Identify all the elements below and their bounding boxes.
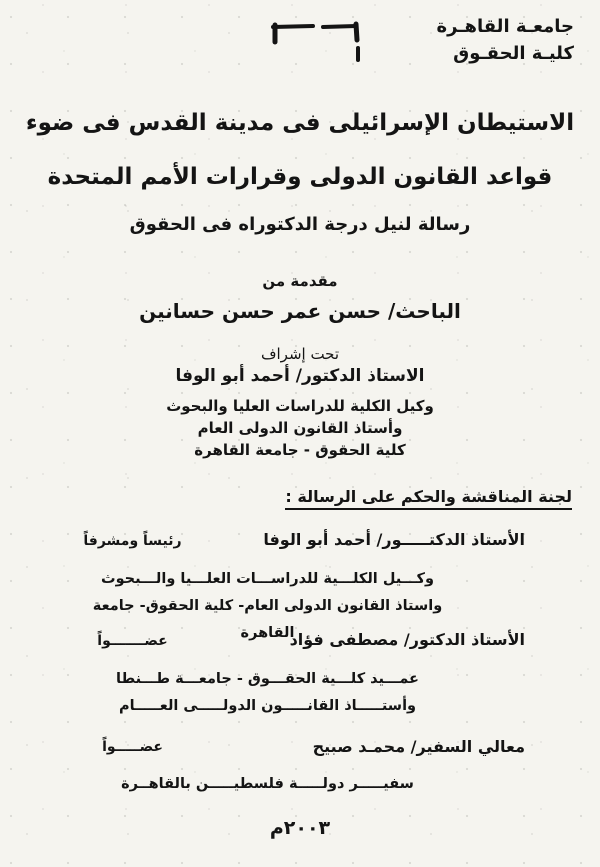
supervision-heading: تحت إشراف xyxy=(260,345,340,363)
committee-member-details xyxy=(75,666,460,720)
university-name: جامعـة القاهـرة xyxy=(436,16,574,37)
publication-year: ٢٠٠٣م xyxy=(269,817,331,839)
committee-heading: لجنة المناقشة والحكم على الرسالة : xyxy=(285,487,572,510)
thesis-title-line1: الاستيطان الإسرائيلى فى مدينة القدس فى ضوء xyxy=(25,110,575,136)
committee-member-role: عضـــــــواً xyxy=(97,633,168,649)
committee-member-name: الأستاذ الدكتـــــور/ أحمد أبو الوفا xyxy=(263,530,525,549)
committee-member-details xyxy=(75,771,460,798)
degree-subtitle: رسالة لنيل درجة الدكتوراه فى الحقوق xyxy=(129,214,471,235)
supervisor-name: الاستاذ الدكتور/ أحمد أبو الوفا xyxy=(175,366,425,386)
member-detail-line: سفيـــــر دولـــــة فلسطيـــــن بالقاهــرة xyxy=(121,776,414,792)
member-detail-line: وأستـــــاذ القانـــــون الدولـــــى العـــــام xyxy=(118,698,417,714)
faculty-name: كليـة الحقـوق xyxy=(453,43,574,64)
member-detail-line: عمـــيد كلـــية الحقـــوق - جامعـــة طـــنطا xyxy=(116,671,419,687)
presented-by-label: مقدمة من xyxy=(262,272,338,290)
member-detail-line: وكـــيل الكلـــية للدراســـات العلـــيا والـــبحوث xyxy=(101,571,434,587)
member-detail-line: واستاذ القانون الدولى العام- كلية الحقوق- جامعة القاهرة xyxy=(92,598,443,641)
supervisor-title-line1: وكيل الكلية للدراسات العليا والبحوث xyxy=(166,397,434,415)
supervisor-title-line2: وأستاذ القانون الدولى العام xyxy=(197,419,403,437)
institution-block xyxy=(437,13,574,67)
scan-registration-mark xyxy=(268,14,368,62)
supervisor-titles xyxy=(0,395,600,461)
committee-member-role: رئيساً ومشرفاً xyxy=(83,533,182,549)
committee-member-name: معالي السفير/ محمـد صبيح xyxy=(312,737,525,756)
committee-member-role: عضـــــواً xyxy=(102,739,163,755)
supervisor-title-line3: كلية الحقوق - جامعة القاهرة xyxy=(194,441,406,459)
thesis-title xyxy=(0,96,600,204)
committee-member-name: الأستاذ الدكتور/ مصطفى فؤاد xyxy=(289,630,525,649)
thesis-title-line2: قواعد القانون الدولى وقرارات الأمم المتحدة xyxy=(47,164,553,190)
researcher-name: الباحث/ حسن عمر حسن حسانين xyxy=(139,299,461,323)
